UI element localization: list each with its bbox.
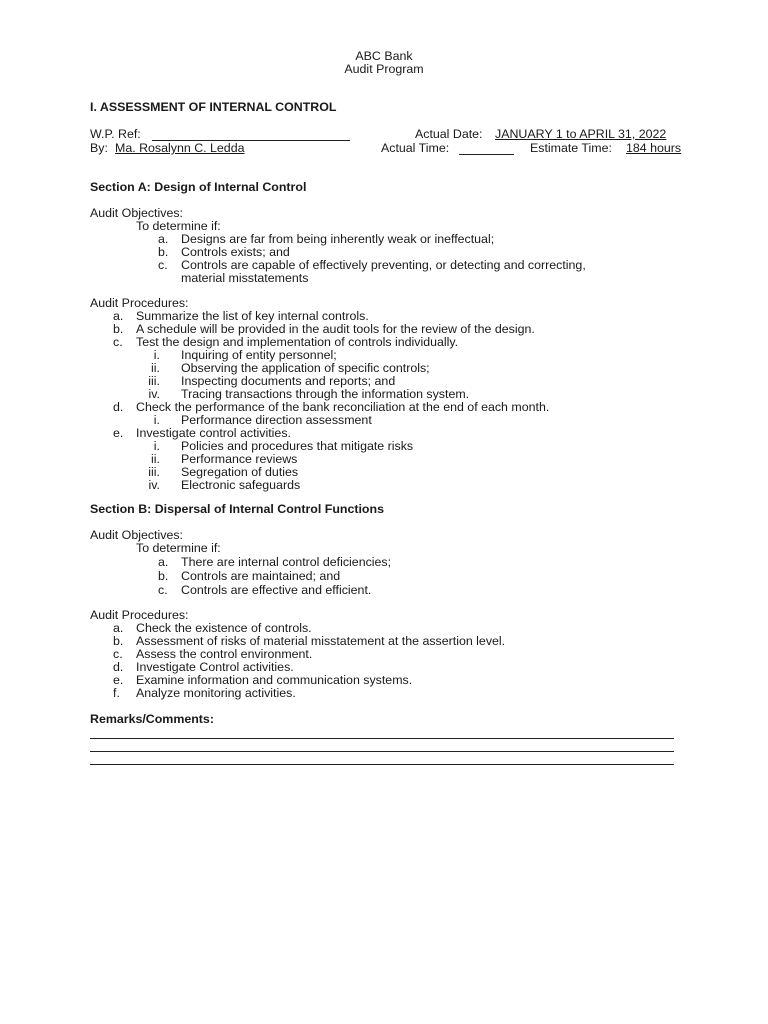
list-marker: a. (113, 309, 124, 323)
roman-marker: iv. (148, 387, 160, 401)
wp-ref-field (152, 128, 350, 141)
list-marker: d. (113, 400, 124, 414)
sub-list-item: Policies and procedures that mitigate risks (181, 439, 414, 453)
roman-marker: i. (153, 348, 160, 362)
list-marker: b. (158, 569, 169, 583)
section-a-objectives-label: Audit Objectives: (90, 206, 183, 220)
list-marker: f. (113, 686, 120, 700)
actual-date-value: JANUARY 1 to APRIL 31, 2022 (495, 127, 667, 141)
list-marker: b. (113, 634, 124, 648)
actual-time-label: Actual Time: (381, 141, 450, 155)
section-a-title: Section A: Design of Internal Control (90, 180, 307, 194)
list-item: Check the performance of the bank reconciliation at the end of each month. (136, 400, 550, 414)
remarks-line (90, 751, 674, 752)
sub-list-item: Performance direction assessment (181, 413, 372, 427)
section-b-objectives-intro: To determine if: (136, 541, 221, 555)
by-label: By: (90, 141, 108, 155)
list-item: Analyze monitoring activities. (136, 686, 296, 700)
by-value: Ma. Rosalynn C. Ledda (115, 141, 245, 155)
list-item: Assessment of risks of material misstatement at the assertion level. (136, 634, 506, 648)
sub-list-item: Inspecting documents and reports; and (181, 374, 396, 388)
sub-list-item: Inquiring of entity personnel; (181, 348, 337, 362)
roman-marker: ii. (151, 361, 160, 375)
list-marker: a. (158, 232, 169, 246)
list-item: Test the design and implementation of controls individually. (136, 335, 459, 349)
sub-list-item: Tracing transactions through the information system. (181, 387, 470, 401)
list-item: Examine information and communication systems. (136, 673, 413, 687)
section-a-procedures-label: Audit Procedures: (90, 296, 189, 310)
list-marker: c. (158, 258, 168, 272)
list-marker: c. (113, 335, 123, 349)
list-item: Check the existence of controls. (136, 621, 312, 635)
list-item: Designs are far from being inherently weak or ineffectual; (181, 232, 495, 246)
sub-list-item: Performance reviews (181, 452, 298, 466)
list-marker: a. (113, 621, 124, 635)
list-item: Investigate Control activities. (136, 660, 294, 674)
list-marker: b. (113, 322, 124, 336)
list-marker: a. (158, 555, 169, 569)
list-item: Controls are capable of effectively preventing, or detecting and correcting, (181, 258, 586, 272)
doc-title: Audit Program (344, 62, 424, 76)
actual-time-field (459, 142, 514, 155)
list-item: Controls exists; and (181, 245, 290, 259)
roman-marker: iv. (148, 478, 160, 492)
estimate-time-label: Estimate Time: (530, 141, 612, 155)
list-item: A schedule will be provided in the audit tools for the review of the design. (136, 322, 535, 336)
org-name: ABC Bank (355, 49, 413, 63)
roman-marker: ii. (151, 452, 160, 466)
list-marker: c. (113, 647, 123, 661)
list-item-continuation: material misstatements (181, 271, 309, 285)
section-a-objectives-intro: To determine if: (136, 219, 221, 233)
sub-list-item: Segregation of duties (181, 465, 299, 479)
remarks-line (90, 764, 674, 765)
roman-marker: iii. (148, 465, 160, 479)
roman-marker: i. (153, 413, 160, 427)
list-marker: c. (158, 583, 168, 597)
wp-ref-label: W.P. Ref: (90, 127, 141, 141)
actual-date-label: Actual Date: (415, 127, 483, 141)
section-b-objectives-label: Audit Objectives: (90, 528, 183, 542)
list-marker: d. (113, 660, 124, 674)
list-marker: e. (113, 673, 124, 687)
list-marker: e. (113, 426, 124, 440)
list-item: Controls are effective and efficient. (181, 583, 372, 597)
list-item: Summarize the list of key internal controls. (136, 309, 369, 323)
list-item: Assess the control environment. (136, 647, 313, 661)
list-marker: b. (158, 245, 169, 259)
sub-list-item: Observing the application of specific controls; (181, 361, 430, 375)
estimate-time-value: 184 hours (626, 141, 682, 155)
roman-marker: iii. (148, 374, 160, 388)
list-item: Investigate control activities. (136, 426, 291, 440)
list-item: Controls are maintained; and (181, 569, 341, 583)
remarks-label: Remarks/Comments: (90, 712, 214, 726)
sub-list-item: Electronic safeguards (181, 478, 301, 492)
section-b-title: Section B: Dispersal of Internal Control Functions (90, 502, 384, 516)
main-heading: I. ASSESSMENT OF INTERNAL CONTROL (90, 100, 337, 114)
list-item: There are internal control deficiencies; (181, 555, 392, 569)
remarks-line (90, 738, 674, 739)
roman-marker: i. (153, 439, 160, 453)
section-b-procedures-label: Audit Procedures: (90, 608, 189, 622)
